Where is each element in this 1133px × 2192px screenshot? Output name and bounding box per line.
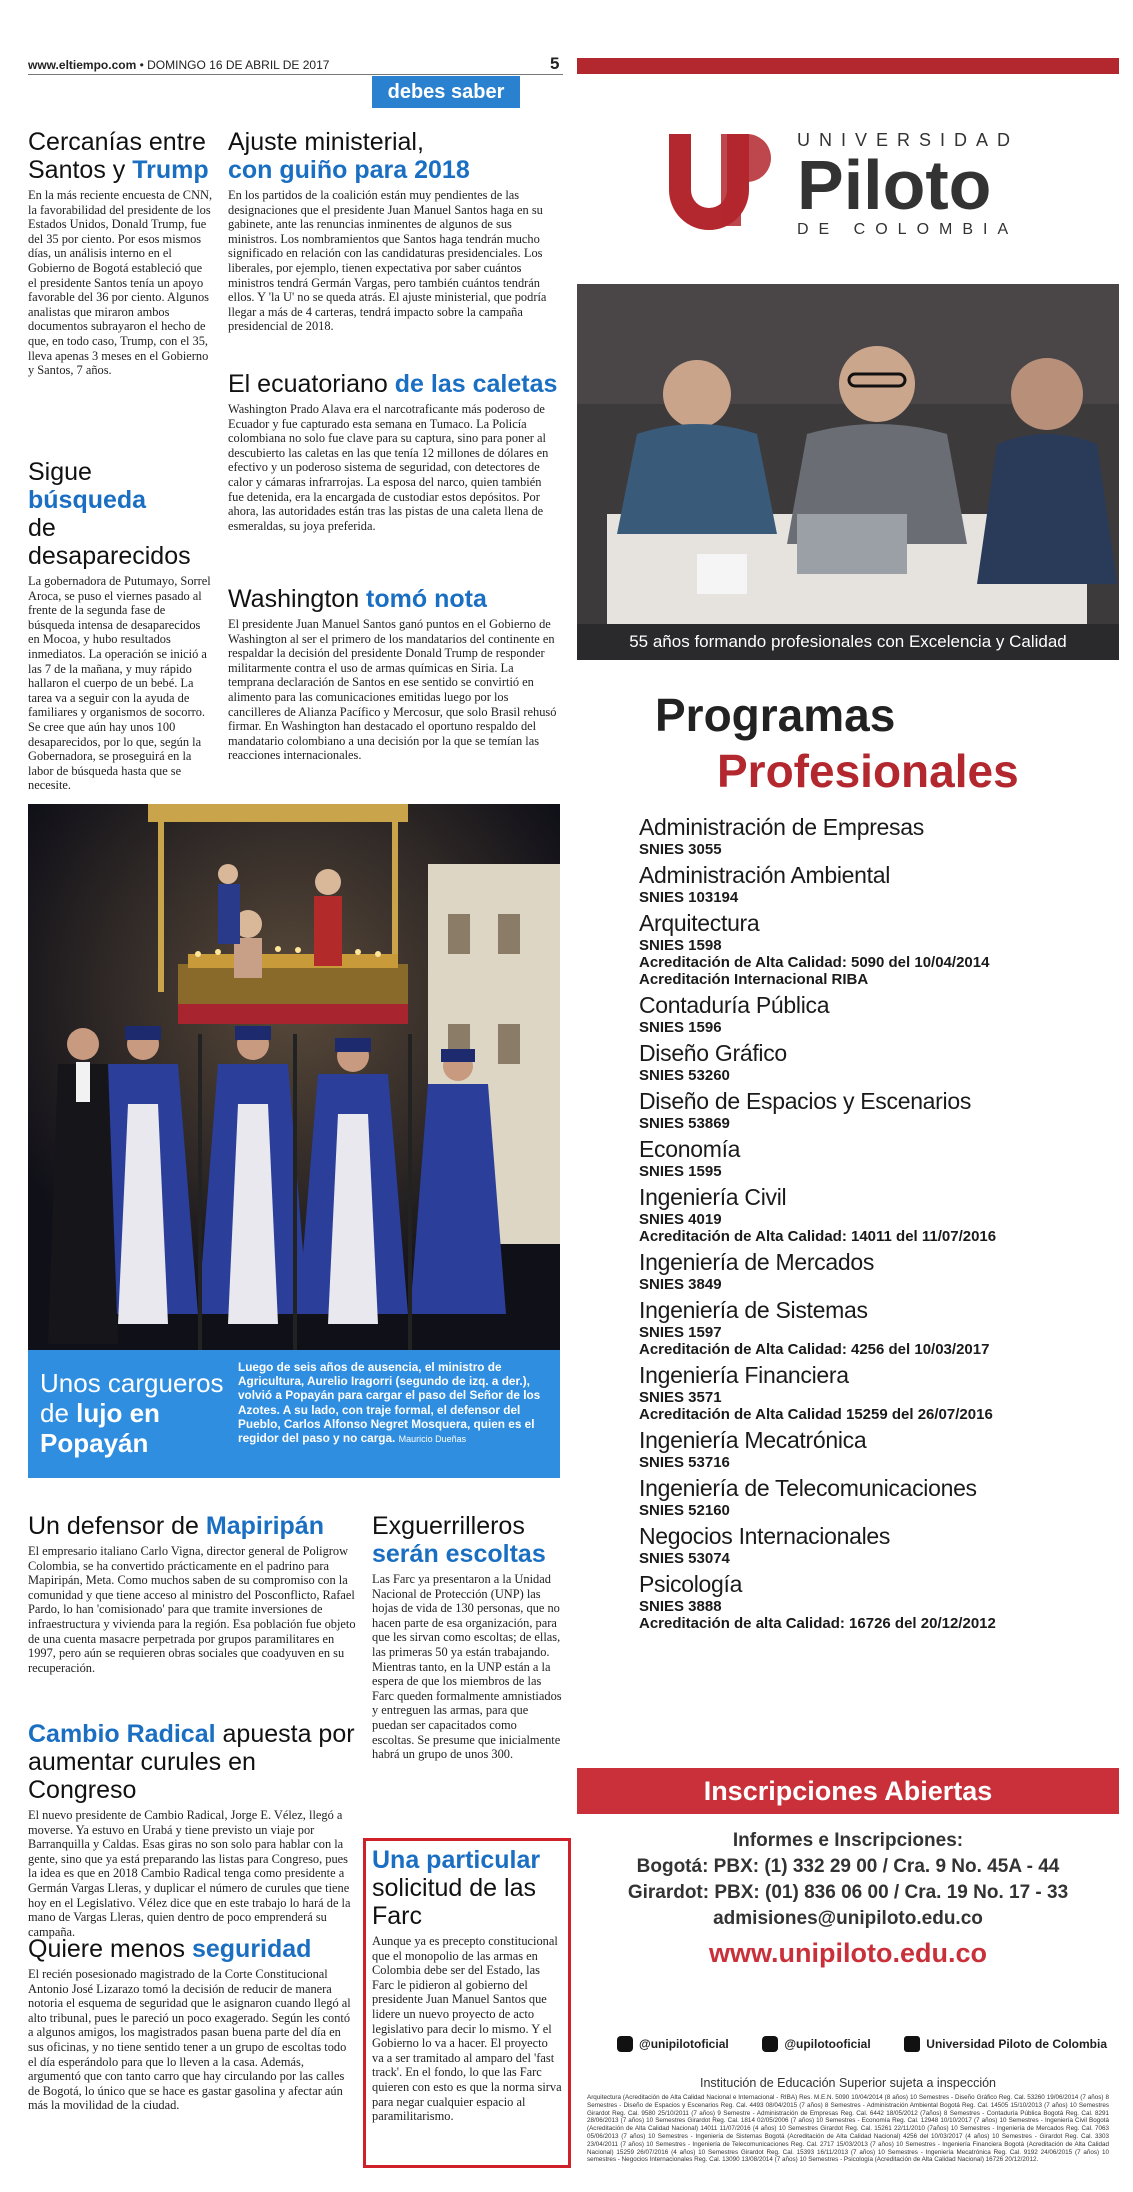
program-accreditation: Acreditación de Alta Calidad: 5090 del 10/04/2014 — [639, 954, 990, 971]
article-washington — [228, 585, 560, 763]
program-name: Administración Ambiental — [639, 862, 891, 888]
photo-caption — [28, 1350, 560, 1478]
program-name: Ingeniería Financiera — [639, 1362, 849, 1388]
instagram-icon — [617, 2036, 633, 2052]
program-snies: SNIES 103194 — [639, 889, 739, 906]
program-item — [639, 1040, 1109, 1084]
program-item — [639, 1136, 1109, 1180]
article-body: Aunque ya es precepto constitucional que el monopolio de las armas en Colombia debe ser del Estado, las Farc le pidieron al gobierno del presidente Juan Manuel Santos que lidere un nuevo proyecto de acto legislativo para decir lo mismo. Y el Gobierno lo va a hacer. El proyecto va a ser tramitado al amparo del 'fast track'. En el fondo, lo que las Farc quieren con esto es que la norma sirva para negar cualquier espacio al paramilitarismo. — [372, 1934, 562, 2124]
programs-heading: Programas — [655, 689, 896, 741]
program-snies: SNIES 53260 — [639, 1067, 730, 1084]
program-accreditation: Acreditación de Alta Calidad: 4256 del 10/03/2017 — [639, 1341, 990, 1358]
program-snies: SNIES 1596 — [639, 1019, 722, 1036]
program-name: Arquitectura — [639, 910, 760, 936]
program-snies: SNIES 1597 — [639, 1324, 722, 1341]
article-title: Cercanías entre Santos y Trump — [28, 128, 209, 184]
admissions-email: admisiones@unipiloto.edu.co — [713, 1908, 983, 1929]
article-title: Un defensor de Mapiripán — [28, 1512, 324, 1540]
professional-heading: Profesionales — [717, 745, 1019, 797]
fine-print: Arquitectura (Acreditación de Alta Calidad Nacional e Internacional - RIBA) Res. M.E.N. 5090 10/04/2014 (8 años) 10 Semestres - Diseño Gráfico Reg. Cal. 53260 19/06/2014 (7 años) 8 Semestres - Diseño de Espacios y Escenarios Reg. Cal. 4493 08/04/2015 (7 años) 8 Semestres - Administración Ambiental Bogotá Reg. Cal. 14505 15/10/2013 (7 años) 10 Semestres Girardot Reg. Cal. 9580 25/10/2011 (7 años) 9 Semestre - Administración de Empresas Reg. Cal. 6442 18/05/2012 (7años) 8 Semestres - Contaduría Pública Bogotá Reg. Cal. 8291 28/06/2013 (7 años) 10 Semestres Girardot Reg. Cal. 1814 02/05/2006 (7 años) 10 Semestres - Economía Reg. Cal. 12948 10/10/2017 (7 años) 10 Semestres - Ingeniería Civil Bogotá (Acreditación de Alta Calidad Nacional) 14011 11/07/2016 (4 años) 10 Semestres Girardot Reg. Cal. 15261 22/11/2010 (7años) 10 Semestres - Ingeniería de Mercados Reg. Cal. 7063 05/06/2013 (7 años) 10 Semestres - Ingeniería de Sistemas Bogotá (Acreditación de Alta Calidad Nacional) 4256 del 10/03/2017 (4 años) 10 Semestres - Girardot Reg. Cal. 3303 23/04/2011 (7 años) 10 Semestres - Ingeniería de Telecomunicaciones Reg. Cal. 2717 15/03/2013 (7 años) 10 Semestres - Ingeniería Financiera Bogotá (Acreditación de Alta Calidad Nacional) 15259 26/07/2016 (4 años) 10 Semestres Girardot Reg. Cal. 15393 16/11/2013 (7 años) 10 Semestres - Ingeniería Mecatrónica Reg. Cal. 9192 24/06/2015 (7 años) 10 semestres - Negocios Internacionales Reg. Cal. 13090 13/08/2014 (7 años) 10 Semestres - Psicología (Acreditación de Alta Calidad Nacional) 16726 20/12/2012. — [587, 2094, 1109, 2164]
program-item — [639, 1088, 1109, 1132]
social-facebook[interactable]: Universidad Piloto de Colombia — [904, 2036, 1107, 2052]
program-name: Ingeniería de Sistemas — [639, 1297, 868, 1323]
social-instagram[interactable]: @unipilotoficial — [617, 2036, 729, 2052]
program-name: Ingeniería de Mercados — [639, 1249, 875, 1275]
program-item — [639, 910, 1109, 988]
ad-top-bar — [577, 58, 1119, 74]
program-snies: SNIES 53074 — [639, 1550, 730, 1567]
contact-info — [577, 1830, 1119, 1969]
article-title: Ajuste ministerial, con guiño para 2018 — [228, 128, 470, 184]
program-item — [639, 1249, 1109, 1293]
program-snies: SNIES 4019 — [639, 1211, 722, 1228]
program-item — [639, 1427, 1109, 1471]
program-item — [639, 992, 1109, 1036]
program-name: Economía — [639, 1136, 741, 1162]
photo-credit: Mauricio Dueñas — [398, 1434, 467, 1445]
program-name: Contaduría Pública — [639, 992, 830, 1018]
article-title: Cambio Radical apuesta por aumentar curules en Congreso — [28, 1720, 355, 1804]
program-item — [639, 1475, 1109, 1519]
students-photo — [577, 284, 1119, 660]
program-name: Ingeniería Civil — [639, 1184, 787, 1210]
program-name: Diseño de Espacios y Escenarios — [639, 1088, 972, 1114]
bogota-contact: Bogotá: PBX: (1) 332 29 00 / Cra. 9 No. 45A - 44 — [636, 1856, 1060, 1877]
article-ajuste — [228, 128, 560, 334]
article-quiere — [28, 1935, 358, 2113]
program-name: Negocios Internacionales — [639, 1523, 891, 1549]
program-item — [639, 1362, 1109, 1423]
university-advertisement — [577, 58, 1119, 2164]
vigilada-note: Institución de Educación Superior sujeta a inspección — [699, 2076, 996, 2090]
article-title: El ecuatoriano de las caletas — [228, 370, 558, 398]
article-title: Sigue búsqueda de desaparecidos — [28, 458, 191, 570]
article-title: Washington tomó nota — [228, 585, 487, 613]
programs-list — [639, 814, 1109, 1636]
program-name: Ingeniería de Telecomunicaciones — [639, 1475, 977, 1501]
enrollment-banner: Inscripciones Abiertas — [577, 1768, 1119, 1814]
program-accreditation: Acreditación de Alta Calidad 15259 del 26/07/2016 — [639, 1406, 993, 1423]
program-accreditation: Acreditación Internacional RIBA — [639, 971, 869, 988]
program-item — [639, 1523, 1109, 1567]
program-snies: SNIES 1595 — [639, 1163, 722, 1180]
article-exguerrilleros — [372, 1512, 562, 1762]
page-url-date: www.eltiempo.com • DOMINGO 16 DE ABRIL DE 2017 — [28, 58, 330, 72]
article-title: Una particular solicitud de las Farc — [372, 1846, 541, 1930]
procession-photo — [28, 804, 560, 1350]
program-snies: SNIES 52160 — [639, 1502, 730, 1519]
program-snies: SNIES 53869 — [639, 1115, 730, 1132]
section-tag: debes saber — [372, 76, 520, 108]
twitter-icon — [762, 2036, 778, 2052]
article-title: Exguerrilleros serán escoltas — [372, 1512, 546, 1568]
article-body: En los partidos de la coalición están muy pendientes de las designaciones que el presidente Juan Manuel Santos haga en su gabinete, ante las renuncias inminentes de algunos de sus ministros. Los nombramientos que Santos haga tendrán mucho significado en relación con las candidaturas presidenciales. Los liberales, por ejemplo, tienen expectativa por saber cuántos ministros tendrá Germán Vargas, pero también cuántos tendrán ellos. Y 'la U' no se queda atrás. El ajuste ministerial, que podría llegar a más de 4 carteras, tendrá impacto sobre la campaña presidencial de 2018. — [228, 188, 547, 334]
university-name: UNIVERSIDAD Piloto DE COLOMBIA — [797, 130, 1020, 238]
program-snies: SNIES 53716 — [639, 1454, 730, 1471]
program-accreditation: Acreditación de alta Calidad: 16726 del 20/12/2012 — [639, 1615, 996, 1632]
program-name: Psicología — [639, 1571, 743, 1597]
social-links — [617, 2036, 1107, 2052]
program-name: Administración de Empresas — [639, 814, 924, 840]
caption-body: Luego de seis años de ausencia, el ministro de Agricultura, Aurelio Iragorri (segundo de izq. a der.), volvió a Popayán para cargar el paso del Señor de los Azotes. A su lado, con traje formal, el defensor del Pueblo, Carlos Alfonso Negret Mosquera, quien es el regidor del paso y no carga. Mauricio Dueñas — [238, 1360, 541, 1446]
program-snies: SNIES 3571 — [639, 1389, 722, 1406]
website-link[interactable]: www.unipiloto.edu.co — [709, 1938, 987, 1968]
article-body: En la más reciente encuesta de CNN, la favorabilidad del presidente de los Estados Unidos, Donald Trump, fue del 35 por ciento. Por esos mismos días, un análisis interno en el Gobierno de Bogotá estableció que el presidente Santos tenía un apoyo favorable del 36 por ciento. Algunos analistas que miraron ambos documentos subrayaron el hecho de que, en todo caso, Trump, con el 35, lleva apenas 3 meses en el Gobierno y Santos, 7 años. — [28, 188, 213, 378]
article-cambio — [28, 1720, 358, 1939]
facebook-icon — [904, 2036, 920, 2052]
article-body: El nuevo presidente de Cambio Radical, Jorge E. Vélez, llegó a moverse. Ya estuvo en Urabá y tiene previsto un viaje por Barranquilla y Caldas. Esas giras no son solo para hablar con la gente, sino que ya está preparando las listas para Congreso, pues la idea es que en 2018 Cambio Radical tenga como presidente a Germán Vargas Lleras, y duplicar el número de curules que tiene hoy en el Legislativo. Vélez dice que en este trabajo lo hará de la mano de Vargas Lleras, quien dentro de poco emprenderá su campaña. — [28, 1808, 351, 1939]
program-accreditation: Acreditación de Alta Calidad: 14011 del 11/07/2016 — [639, 1228, 997, 1245]
page-date: DOMINGO 16 DE ABRIL DE 2017 — [147, 58, 330, 72]
program-item — [639, 1571, 1109, 1632]
article-body: Las Farc ya presentaron a la Unidad Nacional de Protección (UNP) las hojas de vida de 130 personas, que no hacen parte de esa organización, para que les sirvan como escoltas; de ellas, las primeras 50 ya están trabajando. Mientras tanto, en la UNP están a la espera de que los miembros de las Farc queden formalmente amnistiados y entreguen las armas, para que puedan ser capacitados como escoltas. Se presume que inicialmente habrá un grupo de unos 300. — [372, 1572, 562, 1762]
header-rule — [28, 74, 563, 75]
social-twitter[interactable]: @upilotooficial — [762, 2036, 870, 2052]
program-name: Diseño Gráfico — [639, 1040, 787, 1066]
girardot-contact: Girardot: PBX: (01) 836 06 00 / Cra. 19 No. 17 - 33 — [627, 1882, 1069, 1903]
up-logo-icon — [665, 130, 773, 230]
article-title: Quiere menos seguridad — [28, 1935, 312, 1963]
program-item — [639, 1297, 1109, 1358]
program-name: Ingeniería Mecatrónica — [639, 1427, 867, 1453]
program-snies: SNIES 1598 — [639, 937, 722, 954]
program-item — [639, 814, 1109, 858]
article-sigue — [28, 458, 213, 793]
site-url: www.eltiempo.com — [28, 58, 137, 72]
info-title: Informes e Inscripciones: — [732, 1830, 964, 1851]
article-body: Washington Prado Alava era el narcotraficante más poderoso de Ecuador y fue capturado esta semana en Tumaco. La Policía colombiana no solo fue clave para su captura, sino para poner al descubierto las caletas en las que tenía 12 millones de dólares en efectivo y un poderoso sistema de seguridad, con detectores de calor y cámaras infrarrojas. La esposa del narco, quien también fue detenida, era la encargada de custodiar estos depósitos. Por ahora, las autoridades están tras las pistas de una caleta llena de esmeraldas, su joya preferida. — [228, 402, 549, 533]
article-particular — [372, 1846, 562, 2124]
photo-banner: 55 años formando profesionales con Excelencia y Calidad — [577, 624, 1119, 660]
article-body: El empresario italiano Carlo Vigna, director general de Poligrow Colombia, se ha convertido prácticamente en el padrino para Mapiripán, Meta. Como muchos saben de su compromiso con la comunidad y que tiene acceso al ministro del Posconflicto, Rafael Pardo, lo han 'comisionado' para que tramite inversiones de infraestructura y vivienda para la región. Esa población fue objeto de una cuenta masacre perpetrada por grupos paramilitares en 1997, pero aún se requieren obras sociales que coadyuven en su recuperación. — [28, 1544, 356, 1675]
program-snies: SNIES 3888 — [639, 1598, 722, 1615]
article-body: La gobernadora de Putumayo, Sorrel Aroca, se puso el viernes pasado al frente de la segunda fase de búsqueda intensa de desaparecidos en Mocoa, y hubo resultados inmediatos. La operación se inició a las 7 de la mañana, y muy rápido hallaron el cuerpo de un bebé. La tarea va a seguir con la ayuda de familiares y organismos de socorro. Se cree que aún hay unos 100 desaparecidos, por lo que, según la Gobernadora, se proseguirá en la labor de búsqueda hasta que se necesite. — [28, 574, 211, 793]
article-body: El recién posesionado magistrado de la Corte Constitucional Antonio José Lizarazo tomó la decisión de reducir de manera notoria el esquema de seguridad que le asignaron cuando llegó al alto tribunal, pues le pareció un poco exagerado. Según les contó a algunos amigos, los magistrados pasan buena parte del día en sus oficinas, y no tiene sentido tener a un grupo de escoltas todo el día esperándolo para que lo lleven a la casa. Además, argumentó que con tanto carro que hay circulando por las calles de Bogotá, lo único que se hace es gastar gasolina y afectar aún más la movilidad de la ciudad. — [28, 1967, 351, 2113]
article-defensor — [28, 1512, 358, 1675]
program-item — [639, 862, 1109, 906]
article-cercanias — [28, 128, 213, 378]
article-body: El presidente Juan Manuel Santos ganó puntos en el Gobierno de Washington al ser el primero de los mandatarios del continente en respaldar la decisión del presidente Donald Trump de responder militarmente contra el uso de armas químicas en Siria. La temprana declaración de Santos en ese sentido se convirtió en alimento para las comunicaciones emitidas luego por los cancilleres de Alianza Pacífico y Mercosur, que solo Brasil rehusó firmar. En Washington han destacado el oportuno respaldo del mandatario colombiano a una decisión por la que se temían las reacciones internacionales. — [228, 617, 557, 763]
program-item — [639, 1184, 1109, 1245]
program-snies: SNIES 3849 — [639, 1276, 722, 1293]
program-snies: SNIES 3055 — [639, 841, 722, 858]
caption-title: Unos cargueros de lujo en Popayán — [40, 1368, 224, 1458]
article-ecuatoriano — [228, 370, 560, 533]
page-number: 5 — [550, 54, 560, 73]
